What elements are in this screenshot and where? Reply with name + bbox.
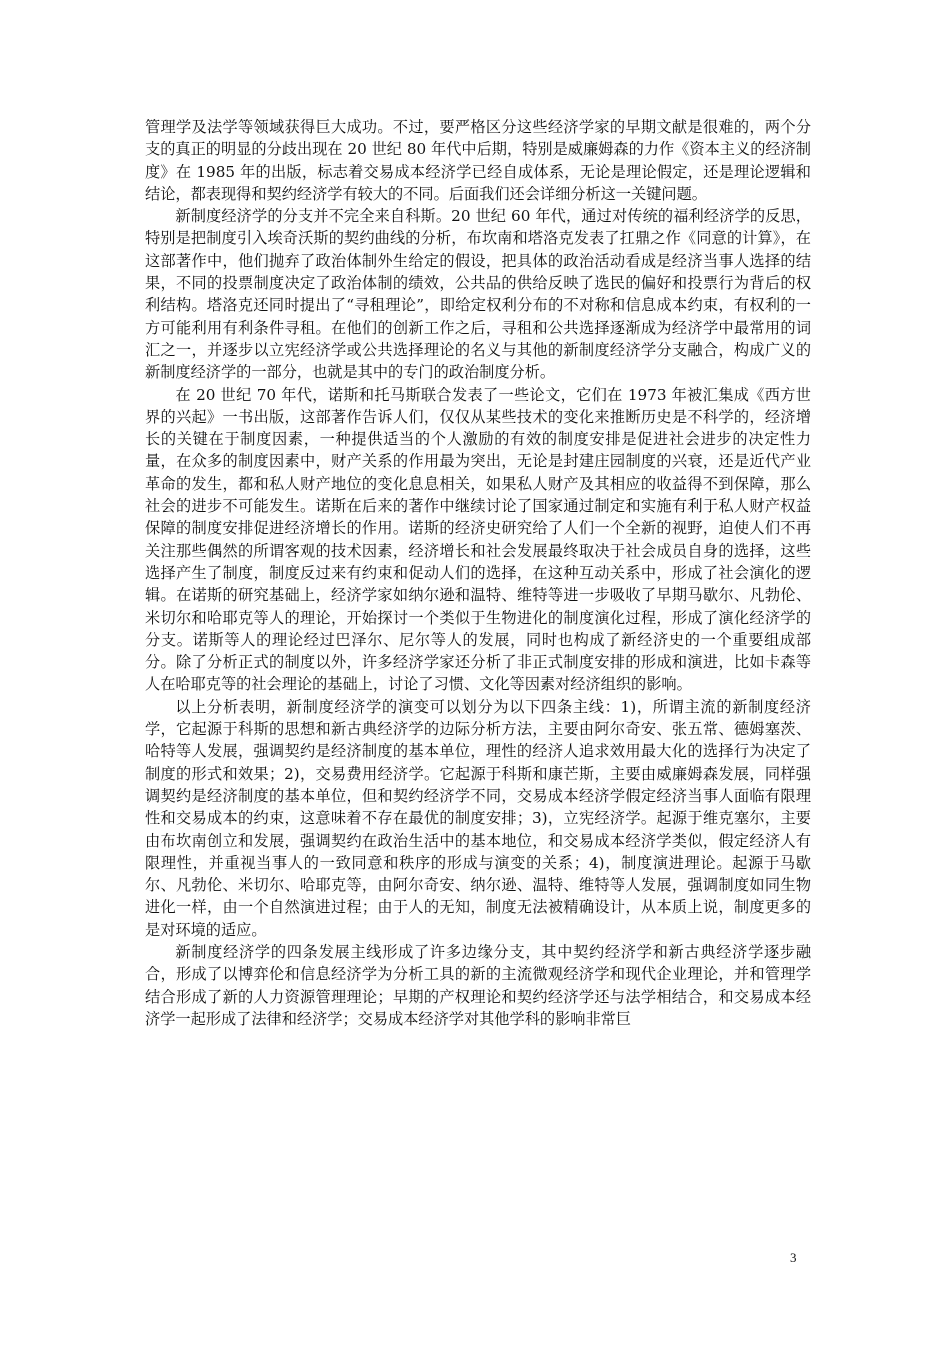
paragraph-1: 管理学及法学等领域获得巨大成功。不过，要严格区分这些经济学家的早期文献是很难的，两个分支的真正的明显的分歧出现在 20 世纪 80 年代中后期，特别是威廉姆森的力作《资本主义的经济制度》在 1985 年的出版，标志着交易成本经济学已经自成体系，无论是理论假定，还是理论逻辑和结论，都表现得和契约经济学有较大的不同。后面我们还会详细分析这一关键问题。 xyxy=(145,118,811,203)
paragraph-2: 新制度经济学的分支并不完全来自科斯。20 世纪 60 年代，通过对传统的福利经济学的反思，特别是把制度引入埃奇沃斯的契约曲线的分析，布坎南和塔洛克发表了扛鼎之作《同意的计算》，在这部著作中，他们抛弃了政治体制外生给定的假设，把具体的政治活动看成是经济当事人选择的结果，不同的投票制度决定了政治体制的绩效，公共品的供给反映了选民的偏好和投票行为背后的权利结构。塔洛克还同时提出了“寻租理论”，即给定权利分布的不对称和信息成本约束，有权利的一方可能利用有利条件寻租。在他们的创新工作之后，寻租和公共选择逐渐成为经济学中最常用的词汇之一，并逐步以立宪经济学或公共选择理论的名义与其他的新制度经济学分支融合，构成广义的新制度经济学的一部分，也就是其中的专门的政治制度分析。 xyxy=(145,207,811,382)
paragraph-5: 新制度经济学的四条发展主线形成了许多边缘分支，其中契约经济学和新古典经济学逐步融合，形成了以博弈伦和信息经济学为分析工具的新的主流微观经济学和现代企业理论，并和管理学结合形成了新的人力资源管理理论；早期的产权理论和契约经济学还与法学相结合，和交易成本经济学一起形成了法律和经济学；交易成本经济学对其他学科的影响非常巨 xyxy=(145,942,811,1028)
page-number: 3 xyxy=(790,1250,797,1265)
paragraph-3: 在 20 世纪 70 年代，诺斯和托马斯联合发表了一些论文，它们在 1973 年被汇集成《西方世界的兴起》一书出版，这部著作告诉人们，仅仅从某些技术的变化来推断历史是不科学的，经济增长的关键在于制度因素，一种提供适当的个人激励的有效的制度安排是促进社会进步的决定性力量，在众多的制度因素中，财产关系的作用最为突出，无论是封建庄园制度的兴衰，还是近代产业革命的发生，都和私人财产地位的变化息息相关，如果私人财产及其相应的收益得不到保障，那么社会的进步不可能发生。诺斯在后来的著作中继续讨论了国家通过制定和实施有利于私人财产权益保障的制度安排促进经济增长的作用。诺斯的经济史研究给了人们一个全新的视野，迫使人们不再关注那些偶然的所谓客观的技术因素，经济增长和社会发展最终取决于社会成员自身的选择，这些选择产生了制度，制度反过来有约束和促动人们的选择，在这种互动关系中，形成了社会演化的逻辑。在诺斯的研究基础上，经济学家如纳尔逊和温特、维特等进一步吸收了早期马歇尔、凡勃伦、米切尔和哈耶克等人的理论，开始探讨一个类似于生物进化的制度演化过程，形成了演化经济学的分支。诺斯等人的理论经过巴泽尔、尼尔等人的发展，同时也构成了新经济史的一个重要组成部分。除了分析正式的制度以外，许多经济学家还分析了非正式制度安排的形成和演进，比如卡森等人在哈耶克等的社会理论的基础上，讨论了习惯、文化等因素对经济组织的影响。 xyxy=(145,385,811,694)
document-body xyxy=(145,116,811,1030)
paragraph-4: 以上分析表明，新制度经济学的演变可以划分为以下四条主线：1)，所谓主流的新制度经济学，它起源于科斯的思想和新古典经济学的边际分析方法，主要由阿尔奇安、张五常、德姆塞茨、哈特等人发展，强调契约是经济制度的基本单位，理性的经济人追求效用最大化的选择行为决定了制度的形式和效果；2)，交易费用经济学。它起源于科斯和康芒斯，主要由威廉姆森发展，同样强调契约是经济制度的基本单位，但和契约经济学不同，交易成本经济学假定经济当事人面临有限理性和交易成本的约束，这意味着不存在最优的制度安排；3)，立宪经济学。起源于维克塞尔，主要由布坎南创立和发展，强调契约在政治生活中的基本地位，和交易成本经济学类似，假定经济人有限理性，并重视当事人的一致同意和秩序的形成与演变的关系；4)，制度演进理论。起源于马歇尔、凡勃伦、米切尔、哈耶克等，由阿尔奇安、纳尔逊、温特、维特等人发展，强调制度如同生物进化一样，由一个自然演进过程；由于人的无知，制度无法被精确设计，从本质上说，制度更多的是对环境的适应。 xyxy=(145,697,811,939)
